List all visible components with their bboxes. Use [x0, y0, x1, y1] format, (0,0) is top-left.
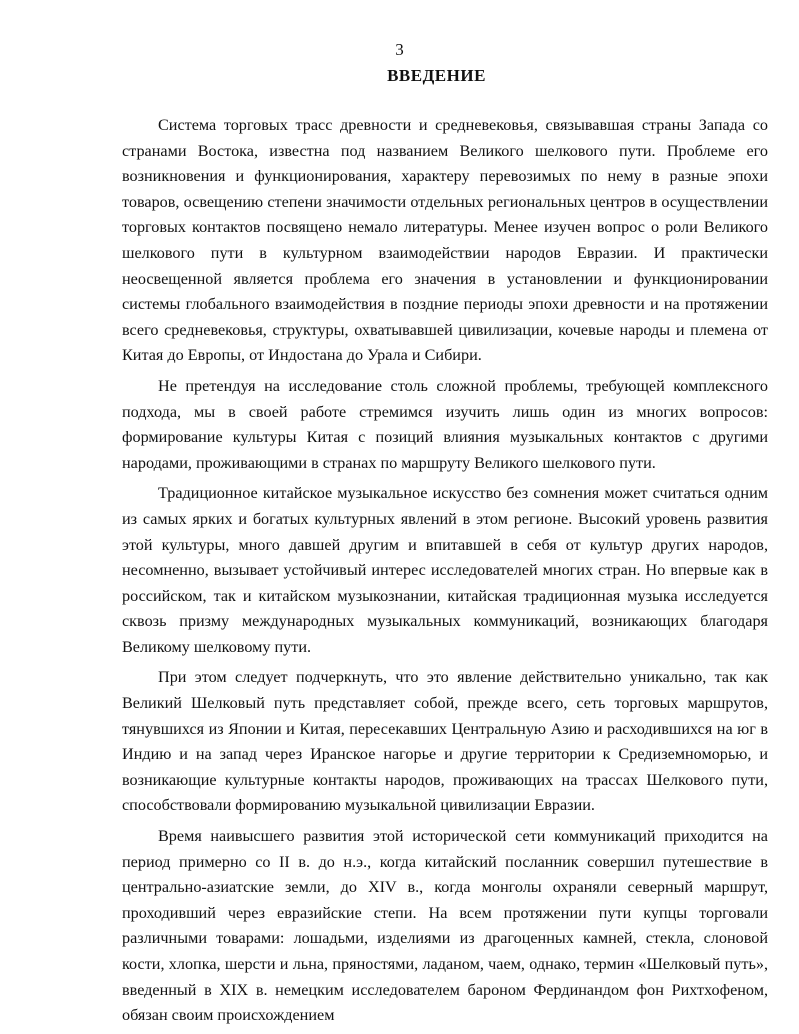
- page-title: ВВЕДЕНИЕ: [387, 66, 486, 85]
- paragraph: При этом следует подчеркнуть, что это явление действительно уникально, так как Великий Шелковый путь представляет собой, прежде всего, сеть торговых маршрутов, тянувшихся из Японии и Китая, пересекавших Центральную Азию и расходившихся на юг в Индию и на запад через Иранское нагорье и другие территории к Средиземноморью, и возникающие культурные контакты народов, проживающих на трассах Шелкового пути, способствовали формированию музыкальной цивилизации Евразии.: [122, 668, 768, 815]
- body-text: [122, 113, 768, 1034]
- paragraph: Не претендуя на исследование столь сложной проблемы, требующей комплексного подхода, мы в своей работе стремимся изучить лишь один из многих вопросов: формирование культуры Китая с позиций влияния музыкальных контактов с другими народами, проживающими в странах по маршруту Великого шелкового пути.: [122, 376, 768, 472]
- paragraph: Система торговых трасс древности и средневековья, связывавшая страны Запада со странами Востока, известна под названием Великого шелкового пути. Проблеме его возникновения и функционирования, характеру перевозимых по нему в разные эпохи товаров, освещению степени значимости отдельных региональных центров в осуществлении торговых контактов посвящено немало литературы. Менее изучен вопрос о роли Великого шелкового пути в культурном взаимодействии народов Евразии. И практически неосвещенной является проблема его значения в установлении и функционировании системы глобального взаимодействия в поздние периоды эпохи древности и на протяжении всего средневековья, структуры, охватывавшей цивилизации, кочевые народы и племена от Китая до Европы, от Индостана до Урала и Сибири.: [122, 116, 768, 365]
- paragraph: Время наивысшего развития этой исторической сети коммуникаций приходится на период примерно со II в. до н.э., когда китайский посланник совершил путешествие в центрально-азиатские земли, до XIV в., когда монголы охраняли северный маршрут, проходивший через евразийские степи. На всем протяжении пути купцы торговали различными товарами: лошадьми, изделиями из драгоценных камней, стекла, слоновой кости, хлопка, шерсти и льна, пряностями, ладаном, чаем, однако, термин «Шелковый путь», введенный в XIX в. немецким исследователем бароном Фердинандом фон Рихтхофеном, обязан своим происхождением: [122, 827, 768, 1025]
- paragraph: Традиционное китайское музыкальное искусство без сомнения может считаться одним из самых ярких и богатых культурных явлений в этом регионе. Высокий уровень развития этой культуры, много давшей другим и впитавшей в себя от культур других народов, несомненно, вызывает устойчивый интерес исследователей многих стран. Но впервые как в российском, так и китайском музыкознании, китайская традиционная музыка исследуется сквозь призму международных музыкальных коммуникаций, возникающих благодаря Великому шелковому пути.: [122, 484, 768, 656]
- page-number: 3: [395, 40, 404, 59]
